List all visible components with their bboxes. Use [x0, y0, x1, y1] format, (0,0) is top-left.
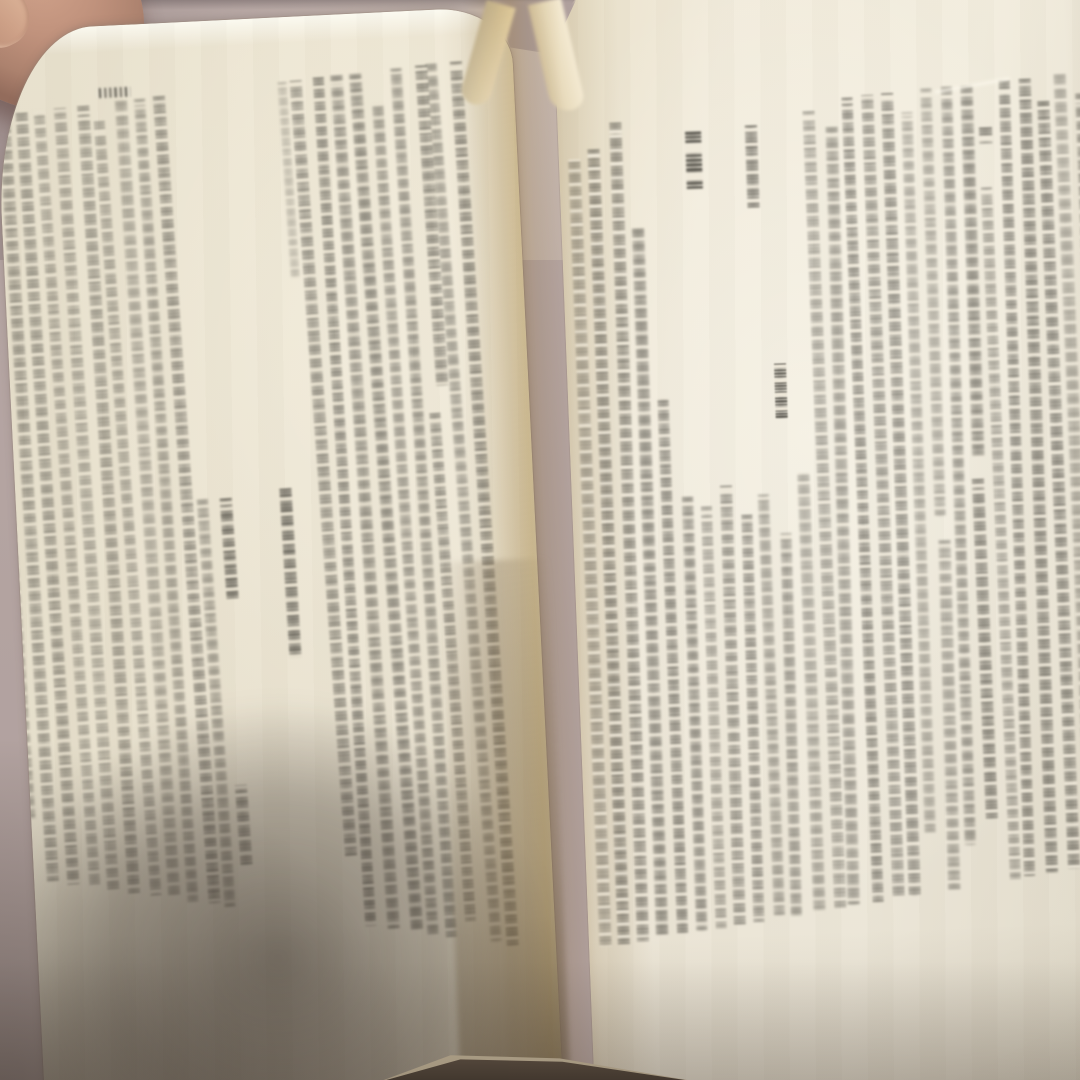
med-column — [745, 125, 759, 207]
med-column — [979, 127, 992, 143]
text-column — [972, 479, 998, 819]
book-gutter-bottom-shadow — [439, 558, 570, 1080]
dark-column — [220, 498, 239, 599]
right-page-text-block — [552, 0, 1080, 1080]
right-page — [552, 0, 1080, 1080]
right-page-bottom-shade — [589, 918, 1080, 1080]
title-column — [685, 131, 703, 188]
dark-column — [774, 363, 788, 418]
text-column — [781, 533, 802, 915]
running-header — [97, 87, 131, 99]
